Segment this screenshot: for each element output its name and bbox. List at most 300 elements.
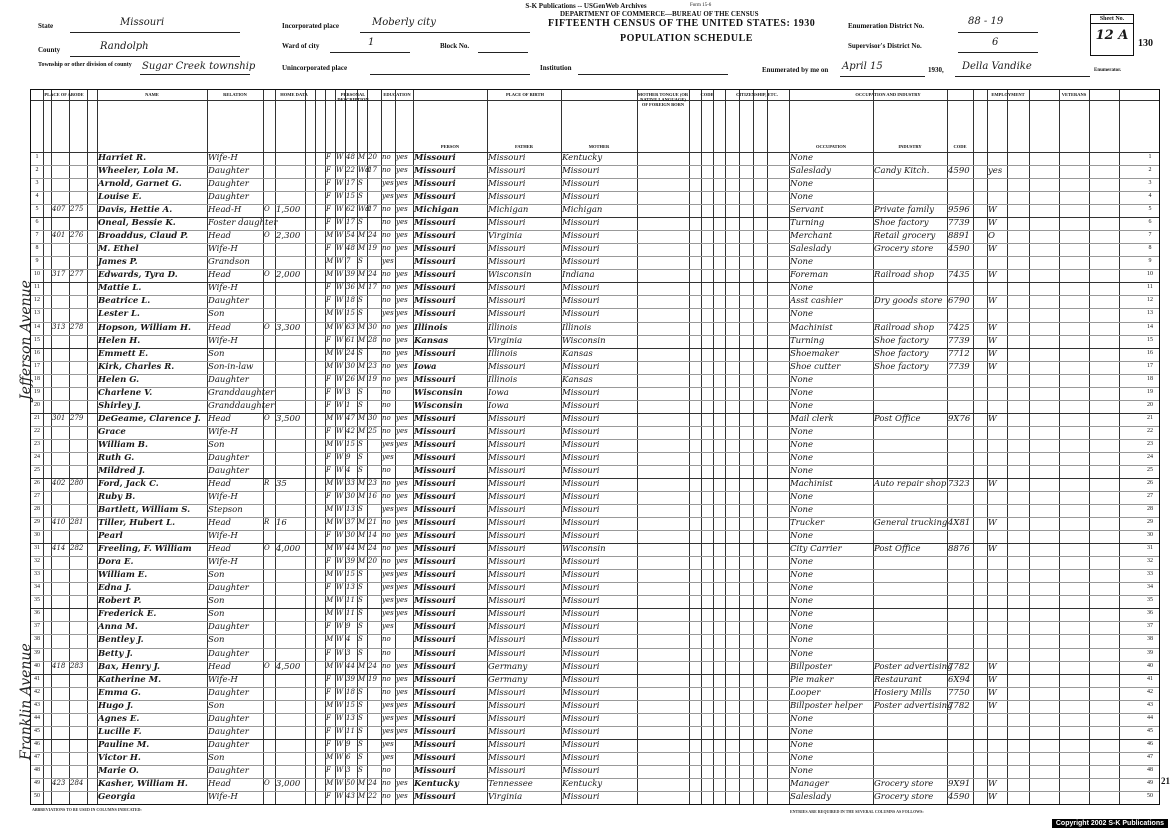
cell-sex: F	[326, 687, 331, 696]
cell-ma: 19	[368, 244, 377, 253]
cell-rel: Foster daughter	[208, 218, 278, 229]
cell-fb: Illinois	[488, 322, 518, 333]
cell-name: Lester L.	[98, 309, 140, 320]
cell-rd: yes	[396, 505, 408, 514]
cell-dw: 301	[52, 413, 66, 422]
cell-emp: W	[988, 413, 997, 424]
cell-pb: Missouri	[414, 531, 456, 542]
cell-fam: 276	[70, 231, 84, 240]
cell-occ: Billposter	[790, 661, 832, 672]
cell-sex: M	[326, 322, 334, 331]
cell-occ: Trucker	[790, 518, 825, 529]
row-number-right: 24	[1147, 453, 1153, 460]
row-number: 16	[34, 349, 40, 356]
cell-sch: no	[382, 387, 391, 396]
sub-heading: OCCUPATION	[815, 144, 847, 149]
cell-occ: Turning	[790, 335, 825, 346]
cell-sex: F	[326, 492, 331, 501]
cell-occ: None	[790, 283, 814, 294]
cell-mb: Missouri	[562, 687, 600, 698]
cell-age: 15	[346, 570, 355, 579]
cell-race: W	[336, 648, 344, 657]
cell-fb: Missouri	[488, 570, 526, 581]
cell-ms: M	[358, 674, 366, 683]
cell-ma: 30	[368, 413, 377, 422]
cell-ma: 23	[368, 479, 377, 487]
row-number: 19	[34, 388, 40, 395]
cell-mb: Missouri	[562, 244, 600, 255]
cell-ms: M	[358, 531, 366, 540]
cell-age: 13	[346, 505, 355, 514]
cell-age: 7	[346, 257, 351, 266]
cell-ma: 21	[368, 518, 377, 527]
cell-ms: S	[358, 713, 363, 722]
cell-occ: City Carrier	[790, 544, 842, 555]
column-divider	[753, 90, 754, 804]
cell-rd: yes	[396, 700, 408, 709]
cell-race: W	[336, 570, 344, 579]
cell-name: Betty J.	[98, 648, 133, 659]
cell-race: W	[336, 531, 344, 540]
row-number-right: 43	[1147, 701, 1153, 708]
cell-age: 15	[346, 309, 355, 318]
cell-race: W	[336, 492, 344, 501]
cell-emp: W	[988, 518, 997, 529]
cell-fb: Missouri	[488, 309, 526, 320]
cell-occ: Servant	[790, 205, 824, 216]
cell-ma: 20	[368, 557, 377, 566]
cell-pb: Missouri	[414, 192, 456, 203]
cell-rel: Head	[208, 231, 231, 242]
cell-rel: Daughter	[208, 465, 249, 476]
cell-pb: Missouri	[414, 270, 456, 281]
row-number-right: 5	[1148, 206, 1152, 213]
cell-rd: yes	[396, 674, 408, 683]
cell-race: W	[336, 505, 344, 514]
cell-rd: yes	[396, 778, 408, 787]
row-number: 6	[35, 219, 39, 226]
cell-mb: Missouri	[562, 739, 600, 750]
cell-mb: Missouri	[562, 413, 600, 424]
cell-ms: M	[358, 778, 366, 787]
cell-rel: Son	[208, 596, 225, 607]
cell-ind: Railroad shop	[874, 270, 934, 281]
cell-rd: yes	[396, 179, 408, 188]
cell-own: O	[264, 322, 270, 331]
cell-name: Lucille F.	[98, 726, 142, 737]
cell-occ: None	[790, 257, 814, 268]
cell-rel: Wife-H	[208, 244, 238, 255]
cell-code: 4X81	[948, 518, 971, 529]
cell-sch: yes	[382, 596, 394, 605]
cell-sex: F	[326, 726, 331, 735]
row-number: 35	[34, 597, 40, 604]
cell-fb: Missouri	[488, 218, 526, 229]
cell-occ: Foreman	[790, 270, 829, 281]
cell-name: Pauline M.	[98, 739, 150, 750]
cell-mb: Missouri	[562, 635, 600, 646]
row-number-right: 38	[1147, 636, 1153, 643]
cell-sch: no	[382, 778, 391, 787]
cell-rel: Daughter	[208, 374, 249, 385]
cell-rel: Son	[208, 570, 225, 581]
column-divider	[689, 90, 690, 804]
cell-own: O	[264, 205, 270, 214]
cell-race: W	[336, 283, 344, 292]
cell-pb: Missouri	[414, 505, 456, 516]
cell-code: 9X91	[948, 778, 971, 789]
cell-val: 3,500	[276, 413, 301, 424]
cell-emp: W	[988, 700, 997, 711]
cell-age: 39	[346, 270, 355, 279]
cell-mb: Missouri	[562, 648, 600, 659]
cell-pb: Missouri	[414, 439, 456, 450]
cell-emp: W	[988, 296, 997, 307]
row-number-right: 49	[1147, 779, 1153, 786]
cell-sch: yes	[382, 309, 394, 318]
cell-sex: M	[326, 479, 334, 487]
cell-fb: Missouri	[488, 531, 526, 542]
township-label: Township or other division of county	[38, 62, 132, 68]
cell-ma: 23	[368, 361, 377, 370]
cell-rd: yes	[396, 609, 408, 618]
section-heading: PERSONAL DESCRIPTION	[337, 92, 369, 102]
cell-mb: Missouri	[562, 192, 600, 203]
cell-pb: Kansas	[414, 335, 449, 346]
row-number-right: 42	[1147, 688, 1153, 695]
cell-rel: Wife-H	[208, 153, 238, 163]
row-number: 2	[35, 167, 39, 174]
column-divider	[305, 90, 306, 804]
cell-code: 9596	[948, 205, 970, 216]
column-divider	[87, 90, 88, 804]
cell-pb: Iowa	[414, 361, 437, 372]
cell-sex: F	[326, 713, 331, 722]
cell-sex: F	[326, 400, 331, 409]
ward-label: Ward of city	[282, 42, 320, 50]
cell-sch: yes	[382, 609, 394, 618]
cell-fb: Missouri	[488, 635, 526, 646]
row-number-right: 39	[1147, 649, 1153, 656]
cell-rel: Daughter	[208, 739, 249, 750]
cell-age: 54	[346, 231, 355, 240]
cell-pb: Missouri	[414, 465, 456, 476]
cell-age: 61	[346, 335, 355, 344]
cell-own: O	[264, 413, 270, 422]
sub-heading: INDUSTRY	[898, 144, 922, 149]
cell-name: Ruby B.	[98, 492, 136, 503]
cell-race: W	[336, 166, 344, 175]
row-number: 18	[34, 375, 40, 382]
cell-mb: Missouri	[562, 596, 600, 607]
cell-fam: 282	[70, 544, 84, 553]
census-title: FIFTEENTH CENSUS OF THE UNITED STATES: 1930	[548, 18, 816, 29]
cell-ind: Shoe factory	[874, 218, 929, 229]
cell-ma: 24	[368, 270, 377, 279]
cell-name: Katherine M.	[98, 674, 162, 685]
state-label: State	[38, 22, 54, 30]
cell-sch: no	[382, 361, 391, 370]
cell-race: W	[336, 374, 344, 383]
cell-race: W	[336, 700, 344, 709]
cell-mb: Missouri	[562, 622, 600, 633]
cell-ms: M	[358, 374, 366, 383]
cell-code: 7435	[948, 270, 970, 281]
cell-code: 8876	[948, 544, 970, 555]
cell-ms: M	[358, 361, 366, 370]
row-number-right: 20	[1147, 401, 1153, 408]
row-number-right: 28	[1147, 506, 1153, 513]
row-number: 36	[34, 610, 40, 617]
cell-fb: Missouri	[488, 713, 526, 724]
cell-name: William E.	[98, 570, 148, 581]
cell-name: Wheeler, Lola M.	[98, 166, 179, 177]
cell-age: 47	[346, 413, 355, 422]
cell-ms: M	[358, 492, 366, 501]
cell-sch: no	[382, 531, 391, 540]
cell-fb: Missouri	[488, 244, 526, 255]
cell-name: Ruth G.	[98, 452, 135, 463]
column-divider	[713, 90, 714, 804]
cell-sch: no	[382, 153, 391, 161]
cell-race: W	[336, 635, 344, 644]
column-divider	[725, 90, 726, 804]
cell-code: 6X94	[948, 674, 971, 685]
cell-occ: Shoe cutter	[790, 361, 841, 372]
cell-mb: Missouri	[562, 231, 600, 242]
enum-district-label: Enumeration District No.	[848, 22, 925, 30]
row-number-right: 23	[1147, 440, 1153, 447]
cell-val: 2,000	[276, 270, 301, 281]
cell-ms: S	[358, 218, 363, 227]
cell-pb: Missouri	[414, 674, 456, 685]
cell-age: 11	[346, 726, 355, 735]
cell-rel: Head	[208, 544, 231, 555]
row-number: 20	[34, 401, 40, 408]
cell-ms: Wd	[358, 205, 370, 214]
row-number-right: 48	[1147, 766, 1153, 773]
cell-rel: Son	[208, 439, 225, 450]
cell-mb: Missouri	[562, 674, 600, 685]
cell-occ: None	[790, 153, 814, 163]
cell-age: 9	[346, 452, 351, 461]
cell-fb: Missouri	[488, 596, 526, 607]
township-value: Sugar Creek township	[142, 61, 256, 72]
cell-ma: 17	[368, 205, 377, 214]
cell-name: Robert P.	[98, 596, 142, 607]
publisher-header: S-K Publications -- USGenWeb Archives	[525, 2, 647, 10]
cell-occ: Pie maker	[790, 674, 834, 685]
cell-rel: Head	[208, 479, 231, 489]
cell-name: Anna M.	[98, 622, 138, 633]
cell-name: Oneal, Bessie K.	[98, 218, 176, 229]
cell-code: 7739	[948, 218, 970, 229]
cell-age: 3	[346, 765, 351, 774]
cell-occ: None	[790, 622, 814, 633]
state-value: Missouri	[120, 17, 165, 28]
cell-mb: Missouri	[562, 387, 600, 398]
cell-pb: Missouri	[414, 479, 456, 489]
row-number: 12	[34, 297, 40, 304]
cell-age: 18	[346, 687, 355, 696]
cell-pb: Missouri	[414, 374, 456, 385]
row-number: 17	[34, 362, 40, 369]
cell-pb: Missouri	[414, 231, 456, 242]
cell-occ: None	[790, 557, 814, 568]
cell-fam: 279	[70, 413, 84, 422]
cell-occ: None	[790, 531, 814, 542]
section-heading: PLACE OF BIRTH	[506, 92, 544, 97]
cell-sex: F	[326, 452, 331, 461]
cell-mb: Missouri	[562, 309, 600, 320]
cell-race: W	[336, 192, 344, 201]
cell-name: Hugo J.	[98, 700, 134, 711]
cell-emp: W	[988, 674, 997, 685]
cell-rel: Daughter	[208, 296, 249, 307]
cell-sch: no	[382, 687, 391, 696]
cell-name: Edna J.	[98, 583, 132, 594]
cell-race: W	[336, 726, 344, 735]
cell-occ: None	[790, 492, 814, 503]
cell-ma: 30	[368, 322, 377, 331]
cell-ind: Grocery store	[874, 791, 934, 802]
cell-race: W	[336, 752, 344, 761]
row-number-right: 15	[1147, 336, 1153, 343]
cell-mb: Wisconsin	[562, 335, 606, 346]
cell-rel: Son	[208, 700, 225, 711]
cell-rel: Head	[208, 270, 231, 281]
cell-fam: 284	[70, 778, 84, 787]
cell-mb: Missouri	[562, 296, 600, 307]
abbreviations-heading: ABBREVIATIONS TO BE USED IN COLUMNS INDICATED:	[32, 807, 142, 812]
cell-occ: Merchant	[790, 231, 832, 242]
supervisor-label: Supervisor's District No.	[848, 42, 922, 50]
section-heading: OCCUPATION AND INDUSTRY	[855, 92, 921, 97]
row-number-right: 33	[1147, 571, 1153, 578]
cell-age: 39	[346, 557, 355, 566]
cell-occ: None	[790, 583, 814, 594]
cell-name: DeGeame, Clarence J.	[98, 413, 201, 424]
cell-fb: Michigan	[488, 205, 529, 216]
cell-age: 62	[346, 205, 355, 214]
row-number: 31	[34, 545, 40, 552]
cell-rd: yes	[396, 531, 408, 540]
cell-fb: Virginia	[488, 231, 523, 242]
cell-ms: M	[358, 283, 366, 292]
cell-val: 16	[276, 518, 287, 529]
row-number-right: 6	[1148, 219, 1152, 226]
section-heading: VETERANS	[1061, 92, 1087, 97]
cell-ms: M	[358, 426, 366, 435]
cell-occ: None	[790, 452, 814, 463]
cell-name: Mildred J.	[98, 465, 145, 476]
row-number: 10	[34, 271, 40, 278]
cell-rel: Son	[208, 752, 225, 763]
cell-mb: Missouri	[562, 791, 600, 802]
cell-sex: F	[326, 426, 331, 435]
cell-ms: S	[358, 192, 363, 201]
cell-fb: Missouri	[488, 557, 526, 568]
cell-sex: F	[326, 465, 331, 474]
cell-fb: Virginia	[488, 335, 523, 346]
cell-pb: Missouri	[414, 257, 456, 268]
cell-pb: Missouri	[414, 622, 456, 633]
cell-rd: yes	[396, 205, 408, 214]
cell-ma: 14	[368, 531, 377, 540]
cell-sex: F	[326, 179, 331, 188]
cell-name: Pearl	[98, 531, 123, 542]
cell-ms: M	[358, 244, 366, 253]
cell-name: Helen H.	[98, 335, 141, 346]
cell-age: 4	[346, 465, 351, 474]
cell-fam: 283	[70, 661, 84, 670]
cell-rel: Head	[208, 661, 231, 672]
cell-age: 26	[346, 374, 355, 383]
cell-rel: Daughter	[208, 687, 249, 698]
cell-occ: None	[790, 739, 814, 750]
row-number: 24	[34, 453, 40, 460]
cell-mb: Missouri	[562, 700, 600, 711]
cell-rd: yes	[396, 439, 408, 448]
cell-mb: Missouri	[562, 570, 600, 581]
cell-name: Frederick E.	[98, 609, 157, 620]
cell-pb: Missouri	[414, 153, 456, 163]
cell-age: 44	[346, 544, 355, 553]
cell-age: 9	[346, 622, 351, 631]
cell-ma: 17	[368, 166, 377, 175]
cell-ms: S	[358, 583, 363, 592]
row-number: 33	[34, 571, 40, 578]
cell-occ: None	[790, 465, 814, 476]
cell-ms: S	[358, 700, 363, 709]
row-number-right: 40	[1147, 662, 1153, 669]
cell-ms: S	[358, 505, 363, 514]
cell-pb: Missouri	[414, 309, 456, 320]
cell-fb: Iowa	[488, 387, 509, 398]
cell-name: Bartlett, William S.	[98, 505, 191, 516]
cell-pb: Missouri	[414, 570, 456, 581]
cell-name: Marie O.	[98, 765, 139, 776]
cell-race: W	[336, 270, 344, 279]
department-line: DEPARTMENT OF COMMERCE—BUREAU OF THE CENSUS	[560, 10, 759, 18]
cell-pb: Missouri	[414, 348, 456, 359]
cell-ms: S	[358, 752, 363, 761]
cell-emp: W	[988, 687, 997, 698]
cell-name: Grace	[98, 426, 126, 437]
row-number-right: 10	[1147, 271, 1153, 278]
cell-code: 7782	[948, 700, 970, 711]
cell-rd: yes	[396, 791, 408, 800]
column-divider	[1059, 90, 1060, 804]
cell-sex: M	[326, 231, 334, 240]
cell-age: 44	[346, 661, 355, 670]
cell-name: Beatrice L.	[98, 296, 151, 307]
cell-fb: Missouri	[488, 583, 526, 594]
cell-mb: Kentucky	[562, 778, 603, 789]
cell-ms: S	[358, 648, 363, 657]
cell-ma: 28	[368, 335, 377, 344]
cell-emp: W	[988, 479, 997, 489]
row-number: 42	[34, 688, 40, 695]
row-number: 34	[34, 584, 40, 591]
cell-fb: Missouri	[488, 765, 526, 776]
row-number-right: 9	[1148, 258, 1152, 265]
cell-ma: 17	[368, 283, 377, 292]
cell-name: Emma G.	[98, 687, 141, 698]
cell-sex: M	[326, 505, 334, 514]
cell-ind: Private family	[874, 205, 935, 216]
cell-rel: Daughter	[208, 648, 249, 659]
